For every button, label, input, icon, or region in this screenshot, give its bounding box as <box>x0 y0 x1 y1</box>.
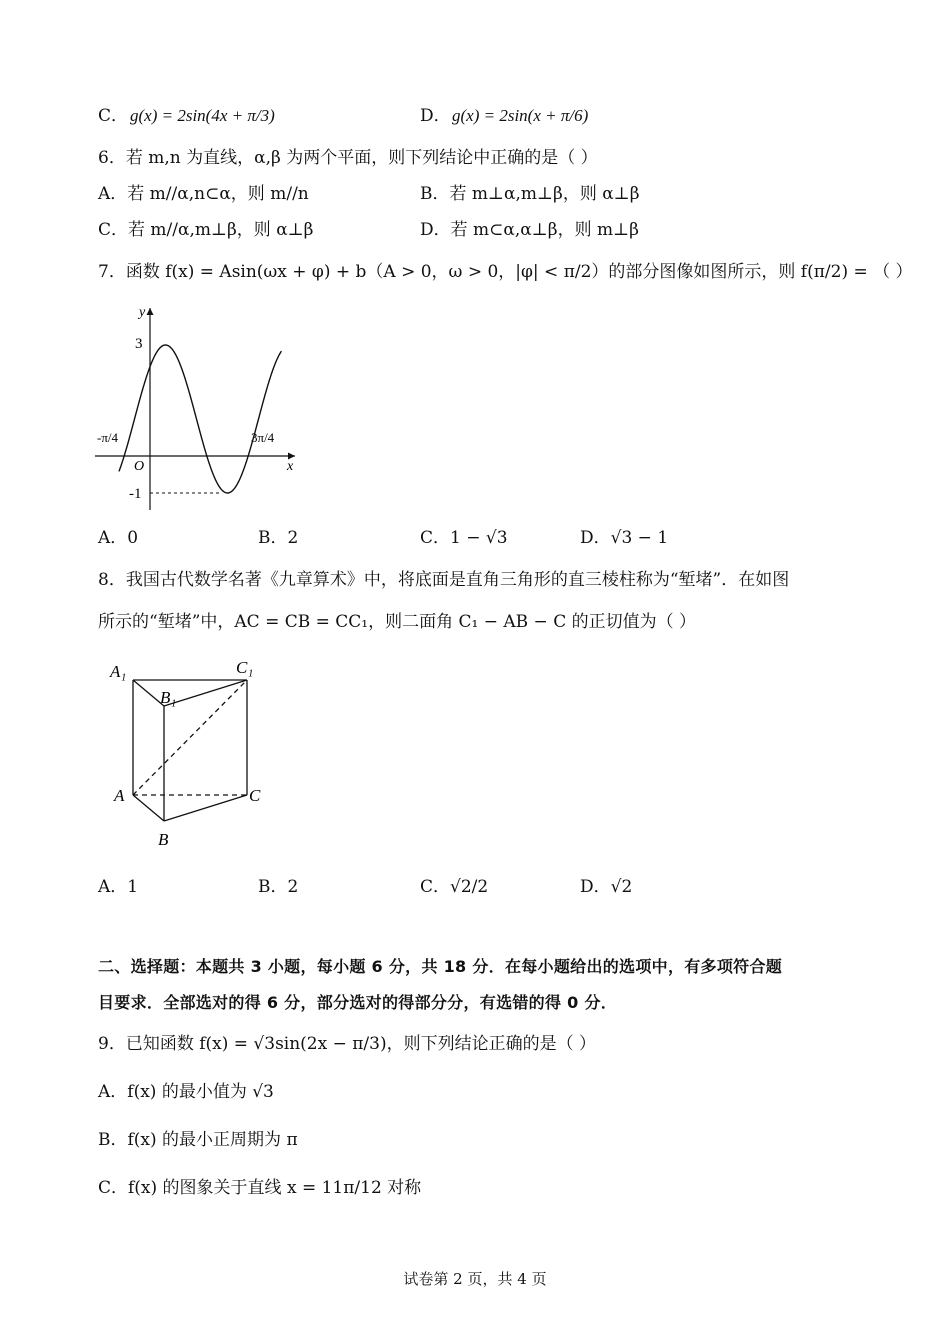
q6-option-b: B．若 m⊥α,m⊥β，则 α⊥β <box>420 184 640 204</box>
q6-option-a: A．若 m//α,n⊂α，则 m//n <box>98 184 309 204</box>
q8-option-c: C．√2/2 <box>420 877 489 897</box>
q7-origin-label: O <box>134 459 145 474</box>
q7-x-label: x <box>287 459 294 474</box>
q8-option-b: B．2 <box>258 877 299 897</box>
q7-sine-graph <box>95 300 310 515</box>
q7-min-label: -1 <box>129 486 142 502</box>
q8-label-c: C <box>249 786 261 805</box>
q8-option-d: D．√2 <box>580 877 633 897</box>
section2-heading-line1: 二、选择题：本题共 3 小题，每小题 6 分，共 18 分．在每小题给出的选项中，有多项符合题 <box>98 957 783 976</box>
q5-option-c-expr: g(x) = 2sin(4x + π/3) <box>130 106 275 125</box>
page-footer: 试卷第 2 页，共 4 页 <box>403 1270 547 1288</box>
q8-label-a1: A₁ <box>110 662 127 681</box>
q9-option-a: A．f(x) 的最小值为 √3 <box>98 1082 274 1102</box>
q7-max-label: 3 <box>135 336 143 352</box>
q8-prism-figure <box>100 655 275 855</box>
q6-option-d: D．若 m⊂α,α⊥β，则 m⊥β <box>420 220 639 240</box>
q8-line1: 8．我国古代数学名著《九章算术》中，将底面是直角三角形的直三棱柱称为“堑堵”．在如图 <box>98 570 790 590</box>
q5-option-c: C． <box>98 106 129 126</box>
q8-label-b: B <box>158 830 169 849</box>
q6-stem: 6．若 m,n 为直线，α,β 为两个平面，则下列结论中正确的是（ ） <box>98 148 598 168</box>
q9-stem: 9．已知函数 f(x) = √3sin(2x − π/3)，则下列结论正确的是（ ） <box>98 1034 597 1054</box>
q7-left-zero-label: -π/4 <box>97 430 119 445</box>
q7-option-d: D．√3 − 1 <box>580 528 669 548</box>
q9-option-b: B．f(x) 的最小正周期为 π <box>98 1130 298 1150</box>
section2-heading-line2: 目要求．全部选对的得 6 分，部分选对的得部分分，有选错的得 0 分． <box>98 993 618 1012</box>
q7-stem: 7．函数 f(x) = Asin(ωx + φ) + b（A > 0，ω > 0，|φ| < π/2）的部分图像如图所示，则 f(π/2) = （ ） <box>98 262 913 282</box>
q7-y-label: y <box>139 305 146 320</box>
q5-option-d: D． <box>420 106 451 126</box>
q7-option-c: C．1 − √3 <box>420 528 508 548</box>
q5-option-d-expr: g(x) = 2sin(x + π/6) <box>452 106 589 125</box>
q7-option-a: A．0 <box>98 528 139 548</box>
q6-option-c: C．若 m//α,m⊥β，则 α⊥β <box>98 220 314 240</box>
q7-option-b: B．2 <box>258 528 299 548</box>
q8-option-a: A．1 <box>98 877 139 897</box>
q8-line2: 所示的“堑堵”中，AC = CB = CC₁，则二面角 C₁ − AB − C 的正切值为（ ） <box>98 612 697 632</box>
q9-option-c: C．f(x) 的图象关于直线 x = 11π/12 对称 <box>98 1178 422 1198</box>
q8-label-a: A <box>114 786 125 805</box>
q8-label-c1: C₁ <box>236 658 254 677</box>
q8-label-b1: B₁ <box>160 688 177 707</box>
q7-right-zero-label: 3π/4 <box>251 430 275 445</box>
